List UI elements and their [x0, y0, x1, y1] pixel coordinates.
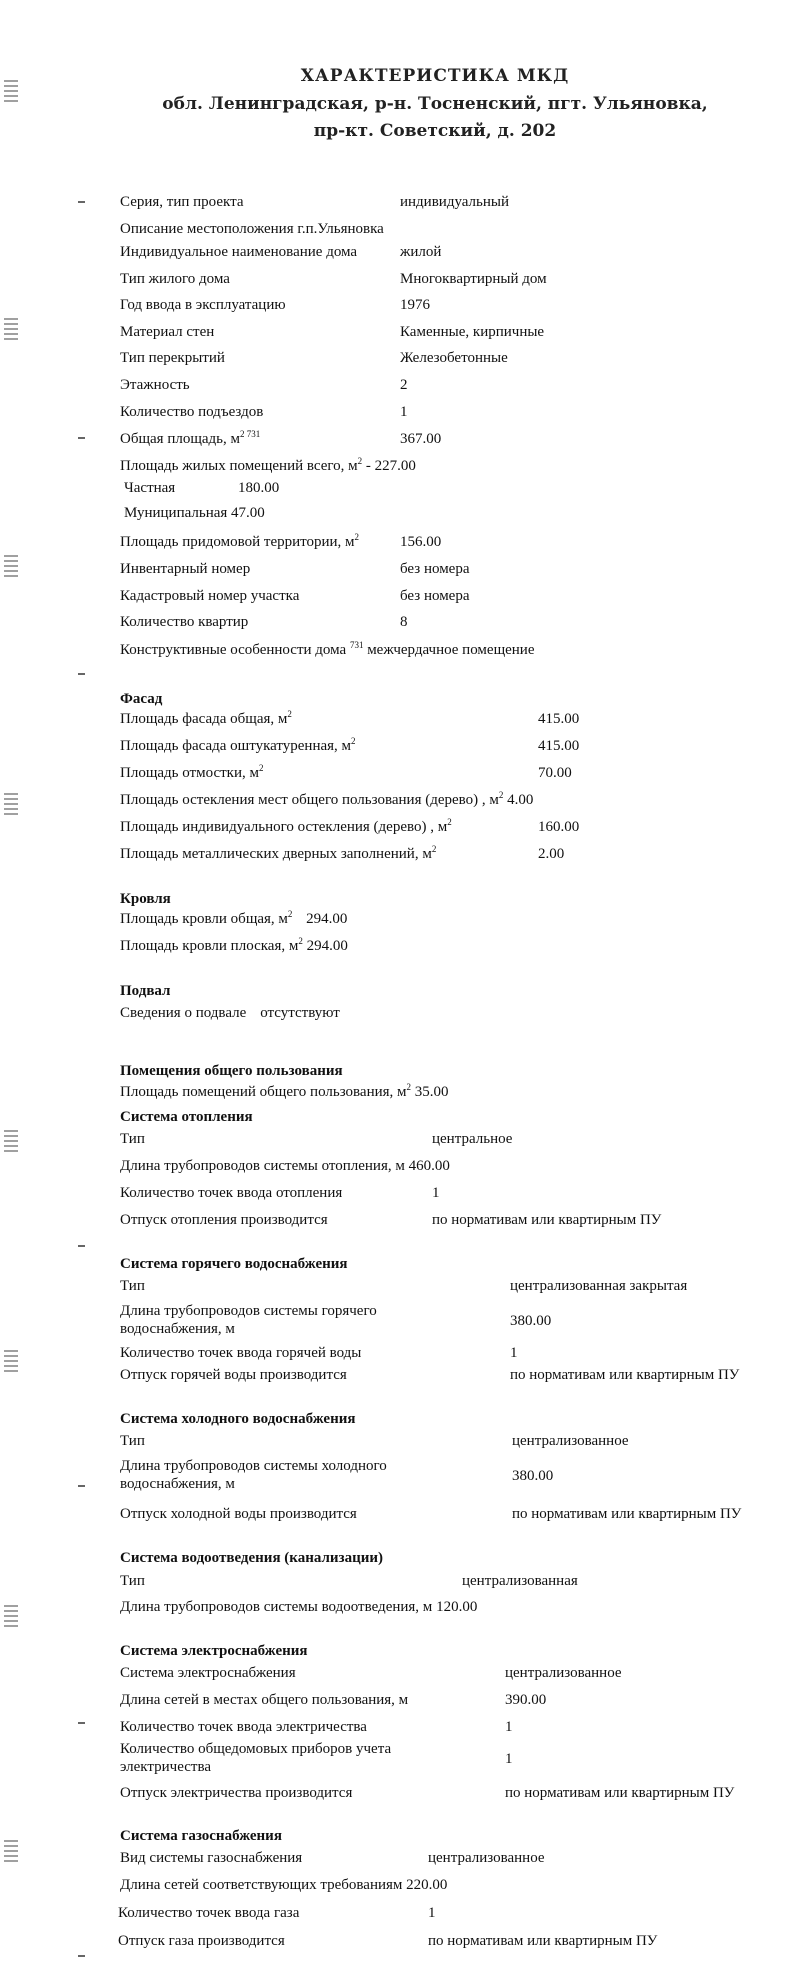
apartments-value: 8	[400, 614, 408, 630]
territory-sup: 2	[354, 532, 360, 542]
scan-mark	[4, 1350, 18, 1375]
facade-plaster-label: Площадь фасада оштукатуренная, $м^2$	[120, 736, 356, 754]
glazing-common-sup: 2	[498, 790, 504, 800]
storeys-label: Этажность	[120, 377, 190, 393]
heating-supply-label: Отпуск отопления производится	[120, 1212, 328, 1228]
gas-type-label: Вид системы газоснабжения	[120, 1850, 303, 1866]
roof-flat-sup: 2	[298, 936, 303, 946]
common-area-sup: 2	[406, 1082, 412, 1092]
electric-network-label: Длина сетей в местах общего пользования, м	[120, 1692, 409, 1708]
floors-type-label: Тип перекрытий	[120, 350, 225, 366]
glazing-common-label: Площадь остекления мест общего пользования (дерево) , $м^2$ 4.00	[120, 790, 534, 808]
scan-mark	[4, 1840, 18, 1865]
heating-pipe-value: 460.00	[408, 1158, 450, 1174]
cold-water-supply-label: Отпуск холодной воды производится	[120, 1506, 357, 1522]
gas-network-label: Длина сетей соответствующих требованиям 220.00	[120, 1877, 448, 1893]
roof-total-value: 294.00	[306, 911, 348, 927]
blind-area-value: 70.00	[538, 765, 572, 781]
facade-plaster-sup: 2	[351, 736, 356, 746]
gas-type-value: централизованное	[428, 1850, 545, 1866]
hot-water-supply-value: по нормативам или квартирным ПУ	[510, 1367, 740, 1383]
facade-total-sup: 2	[287, 709, 292, 719]
scan-dot	[78, 1485, 85, 1487]
cold-water-pipe-value: 380.00	[512, 1468, 554, 1484]
cold-water-pipe-label: Длина трубопроводов системы холодного водоснабжения, м	[120, 1458, 387, 1492]
doors-sup: 2	[431, 844, 437, 854]
location-label: Описание местоположения г.п.Ульяновка	[120, 221, 384, 237]
cold-water-heading: Система холодного водоснабжения	[120, 1411, 356, 1427]
heating-supply-value: по нормативам или квартирным ПУ	[432, 1212, 662, 1228]
basement-heading: Подвал	[120, 983, 171, 999]
living-area-value: - 227.00	[365, 458, 416, 474]
electric-system-value: централизованное	[505, 1665, 622, 1681]
scan-dot	[78, 1955, 85, 1957]
hot-water-points-label: Количество точек ввода горячей воды	[120, 1345, 362, 1361]
design-label: Конструктивные особенности дома $^{731}$ межчердачное помещение	[120, 640, 535, 658]
entrances-label: Количество подъездов	[120, 404, 264, 420]
electric-heading: Система электроснабжения	[120, 1643, 308, 1659]
gas-supply-value: по нормативам или квартирным ПУ	[428, 1933, 658, 1949]
territory-label: Площадь придомовой территории, $м^2$	[120, 532, 360, 550]
scan-mark	[4, 555, 18, 580]
facade-total-label: Площадь фасада общая, $м^2$	[120, 709, 292, 727]
gas-points-label: Количество точек ввода газа	[118, 1905, 300, 1921]
common-area-value: 35.00	[414, 1084, 449, 1100]
hot-water-heading: Система горячего водоснабжения	[120, 1256, 348, 1272]
electric-meters-value: 1	[505, 1751, 513, 1767]
glazing-indiv-value: 160.00	[538, 819, 580, 835]
year-value: 1976	[400, 297, 430, 313]
cold-water-type-value: централизованное	[512, 1433, 629, 1449]
gas-heading: Система газоснабжения	[120, 1828, 282, 1844]
hot-water-type-value: централизованная закрытая	[510, 1278, 688, 1294]
entrances-value: 1	[400, 404, 408, 420]
scan-mark	[4, 793, 18, 818]
roof-total-label: Площадь кровли общая, $м^2$ 294.00	[120, 909, 348, 927]
electric-points-value: 1	[505, 1719, 513, 1735]
year-label: Год ввода в эксплуатацию	[120, 297, 286, 313]
electric-meters-label: Количество общедомовых приборов учета электричества	[120, 1741, 392, 1775]
address-line-2: пр-кт. Советский, д. 202	[313, 121, 557, 141]
facade-total-value: 415.00	[538, 711, 580, 727]
hot-water-points-value: 1	[510, 1345, 518, 1361]
private-value: 180.00	[238, 480, 280, 496]
address-line-1: обл. Ленинградская, р-н. Тосненский, пгт. Ульяновка,	[162, 94, 708, 114]
heating-pipe-label: Длина трубопроводов системы отопления, м 460.00	[120, 1158, 450, 1174]
hot-water-pipe-value: 380.00	[510, 1313, 552, 1329]
heating-type-value: центральное	[432, 1131, 513, 1147]
heating-heading: Система отопления	[120, 1109, 253, 1125]
name-label: Индивидуальное наименование дома	[120, 244, 358, 260]
blind-area-label: Площадь отмостки, $м^2$	[120, 763, 264, 781]
electric-points-label: Количество точек ввода электричества	[120, 1719, 367, 1735]
scan-mark	[4, 318, 18, 343]
cadastral-value: без номера	[400, 588, 470, 604]
inventory-label: Инвентарный номер	[120, 561, 251, 577]
sewage-type-value: централизованная	[462, 1573, 578, 1589]
gas-supply-label: Отпуск газа производится	[118, 1933, 285, 1949]
design-value: межчердачное помещение	[367, 642, 535, 658]
name-value: жилой	[400, 244, 442, 260]
hot-water-supply-label: Отпуск горячей воды производится	[120, 1367, 347, 1383]
scan-mark	[4, 1130, 18, 1155]
apartments-label: Количество квартир	[120, 614, 249, 630]
series-value: индивидуальный	[400, 194, 510, 210]
basement-info-label: Сведения о подвале отсутствуют	[120, 1005, 340, 1021]
house-type-label: Тип жилого дома	[120, 271, 230, 287]
scan-dot	[78, 437, 85, 439]
sewage-pipe-value: 120.00	[436, 1599, 478, 1615]
scan-dot	[78, 1245, 85, 1247]
scan-dot	[78, 201, 85, 203]
living-area-sup: 2	[357, 456, 363, 466]
heating-points-value: 1	[432, 1185, 440, 1201]
design-sup: 731	[349, 640, 364, 650]
cold-water-supply-value: по нормативам или квартирным ПУ	[512, 1506, 742, 1522]
glazing-common-value: 4.00	[507, 792, 534, 808]
floors-type-value: Железобетонные	[400, 350, 508, 366]
roof-heading: Кровля	[120, 891, 171, 907]
municipal-label: Муниципальная 47.00	[124, 505, 265, 521]
scan-dot	[78, 673, 85, 675]
electric-supply-label: Отпуск электричества производится	[120, 1785, 353, 1801]
total-area-sup: 2 731	[240, 429, 261, 439]
scan-dot	[78, 1722, 85, 1724]
sewage-type-label: Тип	[120, 1573, 145, 1589]
blind-area-sup: 2	[259, 763, 264, 773]
total-area-label: Общая площадь, $м^{2 731}$	[120, 429, 261, 447]
roof-flat-value: 294.00	[306, 938, 348, 954]
hot-water-pipe-label: Длина трубопроводов системы горячего водоснабжения, м	[120, 1303, 377, 1337]
sewage-heading: Система водоотведения (канализации)	[120, 1550, 383, 1566]
total-area-value: 367.00	[400, 431, 442, 447]
sewage-pipe-label: Длина трубопроводов системы водоотведения, м 120.00	[120, 1599, 478, 1615]
hot-water-type-label: Тип	[120, 1278, 145, 1294]
cadastral-label: Кадастровый номер участка	[120, 588, 300, 604]
inventory-value: без номера	[400, 561, 470, 577]
territory-value: 156.00	[400, 534, 442, 550]
electric-network-value: 390.00	[505, 1692, 547, 1708]
electric-system-label: Система электроснабжения	[120, 1665, 296, 1681]
doors-value: 2.00	[538, 846, 565, 862]
house-type-value: Многоквартирный дом	[400, 271, 547, 287]
electric-supply-value: по нормативам или квартирным ПУ	[505, 1785, 735, 1801]
glazing-indiv-sup: 2	[447, 817, 452, 827]
facade-heading: Фасад	[120, 691, 163, 707]
glazing-indiv-label: Площадь индивидуального остекления (дерево) , $м^2$	[120, 817, 452, 835]
scan-mark	[4, 1605, 18, 1630]
page-title: ХАРАКТЕРИСТИКА МКД	[300, 66, 570, 86]
walls-value: Каменные, кирпичные	[400, 324, 545, 340]
series-label: Серия, тип проекта	[120, 194, 244, 210]
doors-label: Площадь металлических дверных заполнений, $м^2$	[120, 844, 437, 862]
gas-network-value: 220.00	[406, 1877, 448, 1893]
gas-points-value: 1	[428, 1905, 436, 1921]
storeys-value: 2	[400, 377, 408, 393]
roof-total-sup: 2	[287, 909, 293, 919]
common-area-label: Площадь помещений общего пользования, $м^2$ 35.00	[120, 1082, 449, 1100]
walls-label: Материал стен	[120, 324, 215, 340]
living-area-label: Площадь жилых помещений всего, $м^2 - 227.00$	[120, 456, 416, 474]
roof-flat-label: Площадь кровли плоская, $м^2$ 294.00	[120, 936, 348, 954]
private-label: Частная	[124, 480, 176, 496]
basement-info-value: отсутствуют	[260, 1005, 340, 1021]
heating-points-label: Количество точек ввода отопления	[120, 1185, 343, 1201]
cold-water-type-label: Тип	[120, 1433, 145, 1449]
heating-type-label: Тип	[120, 1131, 145, 1147]
facade-plaster-value: 415.00	[538, 738, 580, 754]
common-heading: Помещения общего пользования	[120, 1063, 343, 1079]
